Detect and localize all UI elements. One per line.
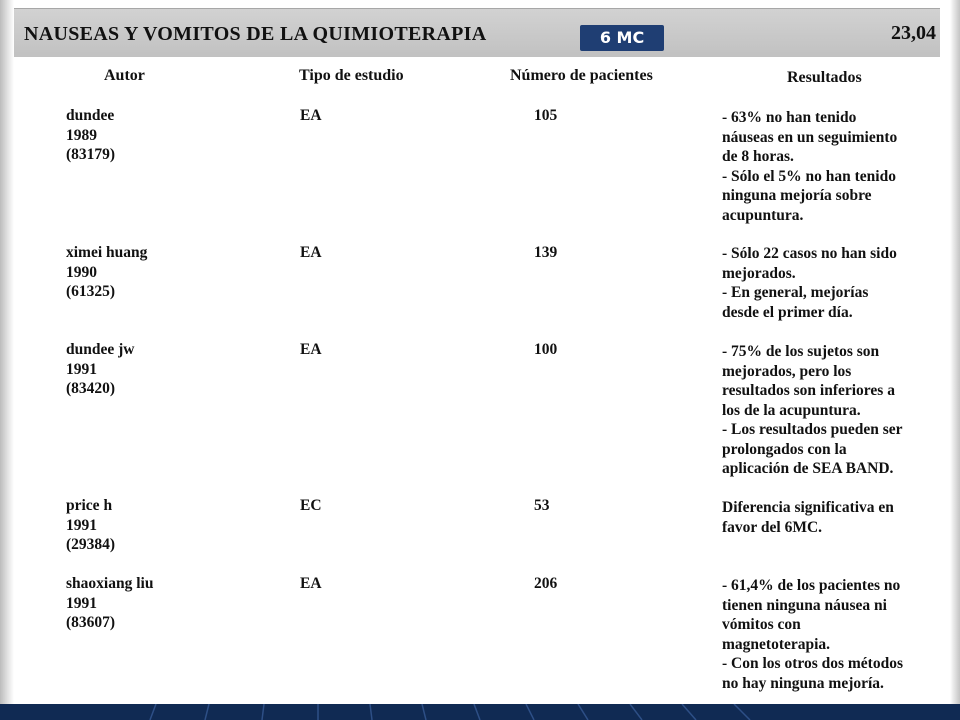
row-1-results-line: - Sólo el 5% no han tenido bbox=[722, 167, 896, 185]
row-1-results-line: ninguna mejoría sobre bbox=[722, 187, 872, 204]
page-number: 23,04 bbox=[891, 22, 936, 44]
row-3-results-line: - Los resultados pueden ser bbox=[722, 421, 903, 438]
row-2-results-line: mejorados. bbox=[722, 264, 796, 282]
row-5-patients: 206 bbox=[534, 575, 558, 592]
row-3-patients: 100 bbox=[534, 341, 558, 358]
row-3-results-line: mejorados, pero los bbox=[722, 362, 852, 380]
row-3-results-line: aplicación de SEA BAND. bbox=[722, 460, 894, 477]
column-header-author: Autor bbox=[104, 67, 145, 84]
row-5-results-line: - 61,4% de los pacientes no bbox=[722, 577, 901, 594]
row-3-results bbox=[722, 342, 937, 479]
column-header-results: Resultados bbox=[787, 69, 862, 86]
row-2-results bbox=[722, 244, 937, 322]
row-5-results-line: magnetoterapia. bbox=[722, 635, 831, 653]
footer-pattern bbox=[0, 704, 960, 720]
column-header-study-type: Tipo de estudio bbox=[299, 67, 404, 84]
section-badge: 6 MC bbox=[580, 25, 664, 51]
row-1-results-line: náuseas en un seguimiento bbox=[722, 128, 898, 146]
row-1-results bbox=[722, 108, 937, 225]
row-3-study-type: EA bbox=[300, 341, 322, 358]
column-header-patients: Número de pacientes bbox=[510, 67, 653, 84]
row-3-results-line: los de la acupuntura. bbox=[722, 401, 861, 419]
row-1-results-line: de 8 horas. bbox=[722, 148, 794, 165]
row-4-results-line: favor del 6MC. bbox=[722, 518, 823, 536]
row-5-results-line: - Con los otros dos métodos bbox=[722, 655, 903, 672]
page-title: NAUSEAS Y VOMITOS DE LA QUIMIOTERAPIA bbox=[24, 23, 487, 45]
scan-shadow-right bbox=[950, 0, 960, 704]
row-5-author: shaoxiang liu 1991 (83607) bbox=[66, 575, 154, 631]
row-1-results-line: acupuntura. bbox=[722, 206, 804, 224]
row-2-study-type: EA bbox=[300, 244, 322, 261]
row-1-results-line: - 63% no han tenido bbox=[722, 109, 857, 126]
row-1-study-type: EA bbox=[300, 107, 322, 124]
row-2-results-line: - En general, mejorías bbox=[722, 284, 869, 301]
row-2-author: ximei huang 1990 (61325) bbox=[66, 244, 148, 300]
row-5-study-type: EA bbox=[300, 575, 322, 592]
row-3-results-line: resultados son inferiores a bbox=[722, 382, 895, 399]
row-2-patients: 139 bbox=[534, 244, 558, 261]
scan-shadow-left bbox=[0, 0, 14, 704]
row-1-patients: 105 bbox=[534, 107, 558, 124]
row-5-results-line: no hay ninguna mejoría. bbox=[722, 674, 884, 692]
row-4-results bbox=[722, 498, 937, 537]
row-3-results-line: - 75% de los sujetos son bbox=[722, 343, 880, 360]
row-4-author: price h 1991 (29384) bbox=[66, 497, 116, 553]
row-5-results-line: tienen ninguna náusea ni bbox=[722, 596, 887, 614]
footer-bar bbox=[0, 704, 960, 720]
row-5-results bbox=[722, 576, 937, 693]
row-3-results-line: prolongados con la bbox=[722, 440, 847, 458]
row-4-results-line: Diferencia significativa en bbox=[722, 499, 894, 516]
row-5-results-line: vómitos con bbox=[722, 616, 801, 633]
row-3-author: dundee jw 1991 (83420) bbox=[66, 341, 135, 397]
title-bar bbox=[14, 8, 940, 57]
row-2-results-line: desde el primer día. bbox=[722, 303, 853, 321]
row-4-patients: 53 bbox=[534, 497, 550, 514]
row-4-study-type: EC bbox=[300, 497, 322, 514]
row-1-author: dundee 1989 (83179) bbox=[66, 107, 116, 163]
row-2-results-line: - Sólo 22 casos no han sido bbox=[722, 245, 897, 262]
